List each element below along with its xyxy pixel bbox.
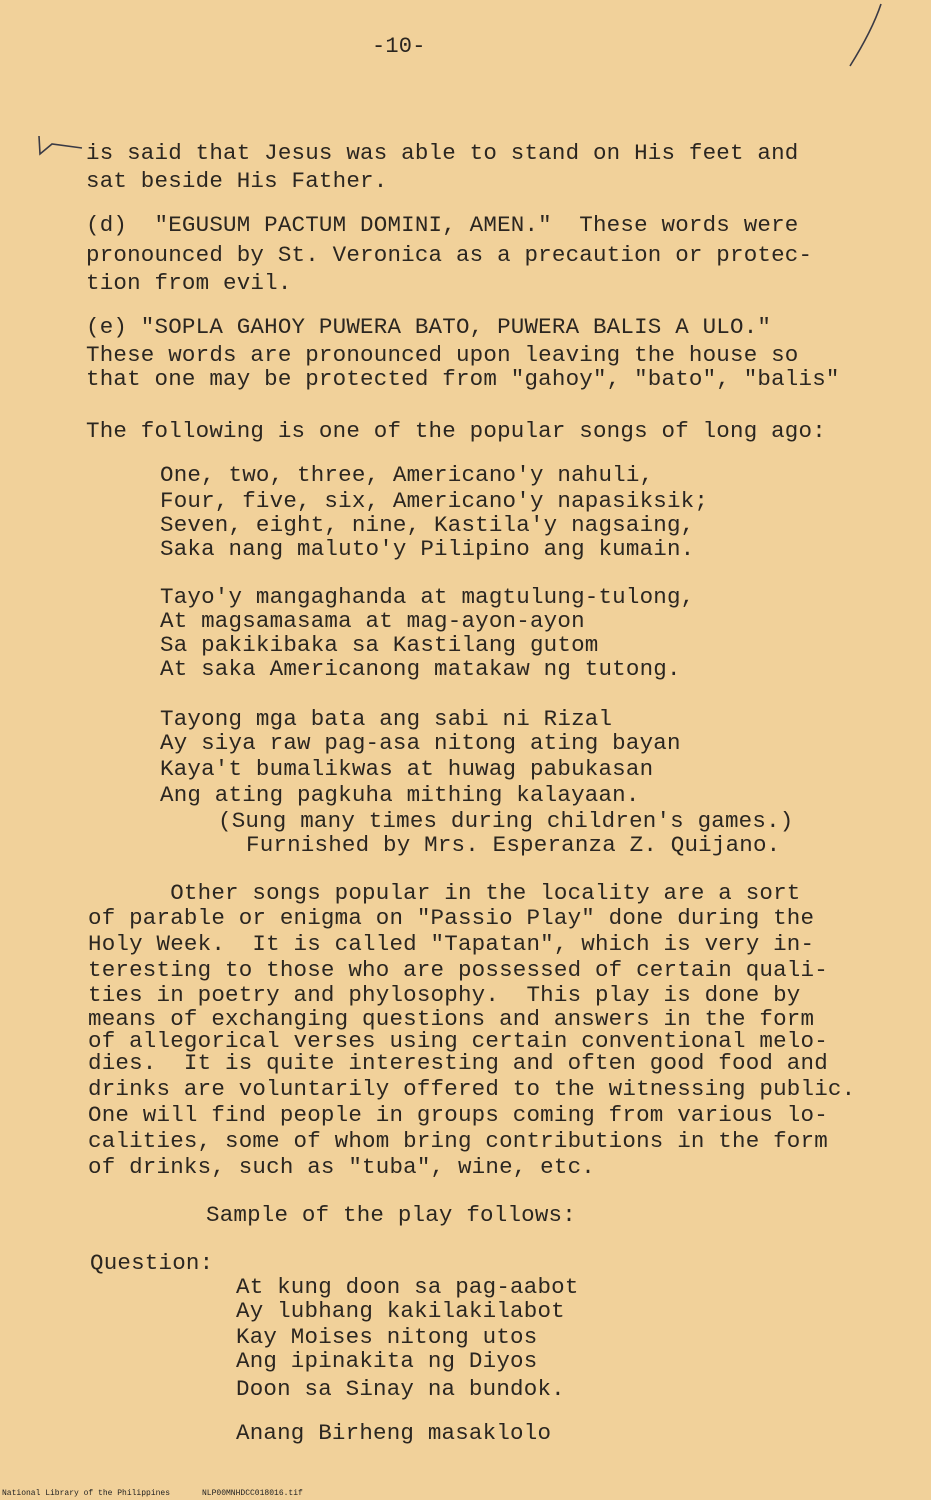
item-e-line: that one may be protected from "gahoy", "bato", "balis" [86,366,840,392]
item-e-line: (e) "SOPLA GAHOY PUWERA BATO, PUWERA BALIS A ULO." [86,314,772,340]
question-line: At kung doon sa pag-aabot [236,1274,579,1300]
item-d-line: (d) "EGUSUM PACTUM DOMINI, AMEN." These words were [86,212,799,238]
margin-bracket-mark [36,134,84,164]
para-other-line: teresting to those who are possessed of certain quali- [88,957,828,983]
para-other-line: of parable or enigma on "Passio Play" done during the [88,905,815,931]
song-credit: Furnished by Mrs. Esperanza Z. Quijano. [246,832,781,858]
para1-line: is said that Jesus was able to stand on His feet and [86,140,799,166]
song-note: (Sung many times during children's games.) [218,808,794,834]
page-number: -10- [372,34,426,59]
last-line: Anang Birheng masaklolo [236,1420,552,1446]
sample-intro: Sample of the play follows: [206,1202,576,1228]
item-e-line: These words are pronounced upon leaving the house so [86,342,799,368]
song-line: Sa pakikibaka sa Kastilang gutom [160,632,599,658]
song-line: Ang ating pagkuha mithing kalayaan. [160,782,640,808]
song-line: At magsamasama at mag-ayon-ayon [160,608,585,634]
question-line: Ay lubhang kakilakilabot [236,1298,565,1324]
para-other-line: dies. It is quite interesting and often good food and [88,1050,828,1076]
para-other-line: One will find people in groups coming from various lo- [88,1102,828,1128]
question-line: Ang ipinakita ng Diyos [236,1348,538,1374]
song-line: Saka nang maluto'y Pilipino ang kumain. [160,536,695,562]
song-line: Tayo'y mangaghanda at magtulung-tulong, [160,584,695,610]
song-line: Tayong mga bata ang sabi ni Rizal [160,706,613,732]
song-intro: The following is one of the popular songs of long ago: [86,418,826,444]
song-line: Seven, eight, nine, Kastila'y nagsaing, [160,512,695,538]
para-other-line: of allegorical verses using certain conventional melo- [88,1028,828,1054]
question-label: Question: [90,1250,214,1276]
pen-stroke-top-right [845,2,885,72]
para-other-line: ties in poetry and phylosophy. This play is done by [88,982,801,1008]
song-line: Kaya't bumalikwas at huwag pabukasan [160,756,654,782]
footer-library: National Library of the Philippines [2,1489,171,1498]
para-other-line: Holy Week. It is called "Tapatan", which is very in- [88,931,815,957]
question-line: Doon sa Sinay na bundok. [236,1376,565,1402]
item-d-line: tion from evil. [86,270,292,296]
footer-filename: NLP00MNHDCC018016.tif [202,1489,303,1498]
para-other-line: means of exchanging questions and answers in the form [88,1006,815,1032]
song-line: At saka Americanong matakaw ng tutong. [160,656,681,682]
para-other-line: calities, some of whom bring contributions in the form [88,1128,828,1154]
item-d-line: pronounced by St. Veronica as a precaution or protec- [86,242,813,268]
song-line: One, two, three, Americano'y nahuli, [160,462,654,488]
para-other-line: drinks are voluntarily offered to the witnessing public. [88,1076,856,1102]
para-other-line: of drinks, such as "tuba", wine, etc. [88,1154,595,1180]
song-line: Ay siya raw pag-asa nitong ating bayan [160,730,681,756]
question-line: Kay Moises nitong utos [236,1324,538,1350]
song-line: Four, five, six, Americano'y napasiksik; [160,488,709,514]
para-other-line: Other songs popular in the locality are a sort [88,880,801,906]
para1-line: sat beside His Father. [86,168,388,194]
